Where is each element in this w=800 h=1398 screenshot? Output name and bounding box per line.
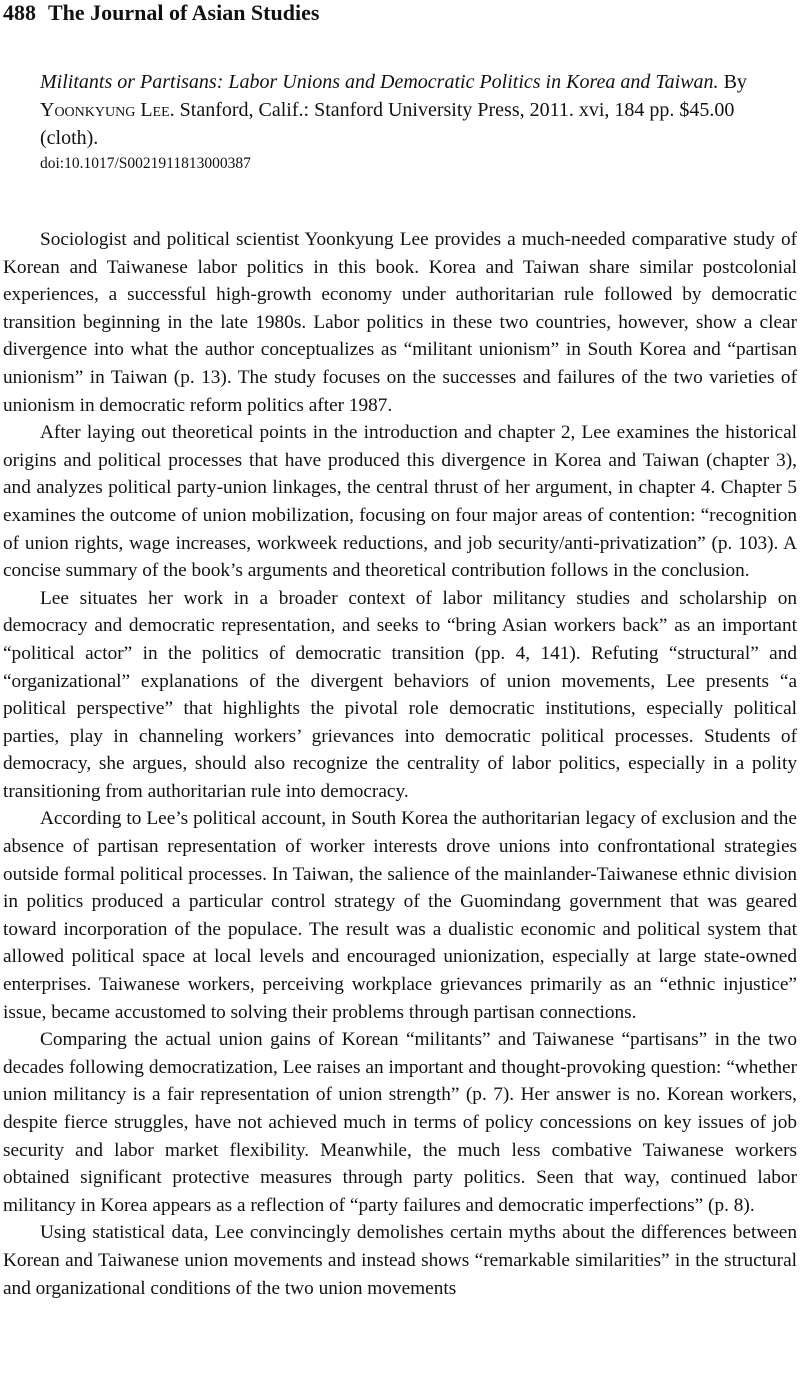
paragraph: Using statistical data, Lee convincingly demolishes certain myths about the differences between Korean and Taiwanese union movements and instead shows “remarkable similarities” in the structural and organizational conditions of the two union movements	[3, 1222, 797, 1299]
by-label: By	[723, 71, 747, 93]
book-review-header	[40, 68, 780, 176]
review-body	[3, 226, 797, 1302]
page-number: 488	[3, 0, 36, 25]
paragraph: According to Lee’s political account, in South Korea the authoritarian legacy of exclusion and the absence of partisan representation of worker interests drove unions into confrontational strategies outside formal political processes. In Taiwan, the salience of the mainlander-Taiwanese ethnic division in politics produced a particular control strategy of the Guomindang government that was geared toward incorporation of the populace. The result was a dualistic economic and political system that allowed political space at local levels and encouraged unionization, especially at large state-owned enterprises. Taiwanese workers, perceiving workplace grievances primarily as an “ethnic injustice” issue, became accustomed to solving their problems through partisan connections.	[3, 808, 797, 1023]
paragraph: After laying out theoretical points in the introduction and chapter 2, Lee examines the historical origins and political processes that have produced this divergence in Korea and Taiwan (chapter 3), and analyzes political party-union linkages, the central thrust of her argument, in chapter 4. Chapter 5 examines the outcome of union mobilization, focusing on four major areas of contention: “recognition of union rights, wage increases, workweek reductions, and job security/anti-privatization” (p. 103). A concise summary of the book’s arguments and theoretical contribution follows in the conclusion.	[3, 422, 797, 582]
journal-title: The Journal of Asian Studies	[48, 0, 320, 25]
book-title: Militants or Partisans: Labor Unions and Democratic Politics in Korea and Taiwan.	[40, 71, 719, 93]
publication-info: Stanford, Calif.: Stanford University Press, 2011. xvi, 184 pp. $45.00 (cloth).	[40, 99, 735, 149]
paragraph: Lee situates her work in a broader context of labor militancy studies and scholarship on democracy and democratic representation, and seeks to “bring Asian workers back” as an important “political actor” in the politics of democratic transition (pp. 4, 141). Refuting “structural” and “organizational” explanations of the divergent behaviors of union movements, Lee presents “a political perspective” that highlights the pivotal role democratic institutions, especially political parties, play in channeling workers’ grievances into democratic political processes. Students of democracy, she argues, should also recognize the centrality of labor politics, especially in a polity transitioning from authoritarian rule into democracy.	[3, 587, 797, 802]
running-head	[3, 0, 319, 26]
book-author: Yoonkyung Lee.	[40, 99, 175, 121]
paragraph: Comparing the actual union gains of Korean “militants” and Taiwanese “partisans” in the two decades following democratization, Lee raises an important and thought-provoking question: “whether union militancy is a fair representation of union strength” (p. 7). Her answer is no. Korean workers, despite fierce struggles, have not achieved much in terms of policy concessions on key issues of job security and labor market flexibility. Meanwhile, the much less combative Taiwanese workers obtained significant protective measures through party politics. Seen that way, continued labor militancy in Korea appears as a reflection of “party failures and democratic imperfections” (p. 8).	[3, 1029, 797, 1216]
doi: doi:10.1017/S0021911813000387	[40, 155, 251, 172]
paragraph: Sociologist and political scientist Yoonkyung Lee provides a much-needed comparative study of Korean and Taiwanese labor politics in this book. Korea and Taiwan share similar postcolonial experiences, a successful high-growth economy under authoritarian rule followed by democratic transition beginning in the late 1980s. Labor politics in these two countries, however, show a clear divergence into what the author conceptualizes as “militant unionism” in South Korea and “partisan unionism” in Taiwan (p. 13). The study focuses on the successes and failures of the two varieties of unionism in democratic reform politics after 1987.	[3, 229, 797, 416]
